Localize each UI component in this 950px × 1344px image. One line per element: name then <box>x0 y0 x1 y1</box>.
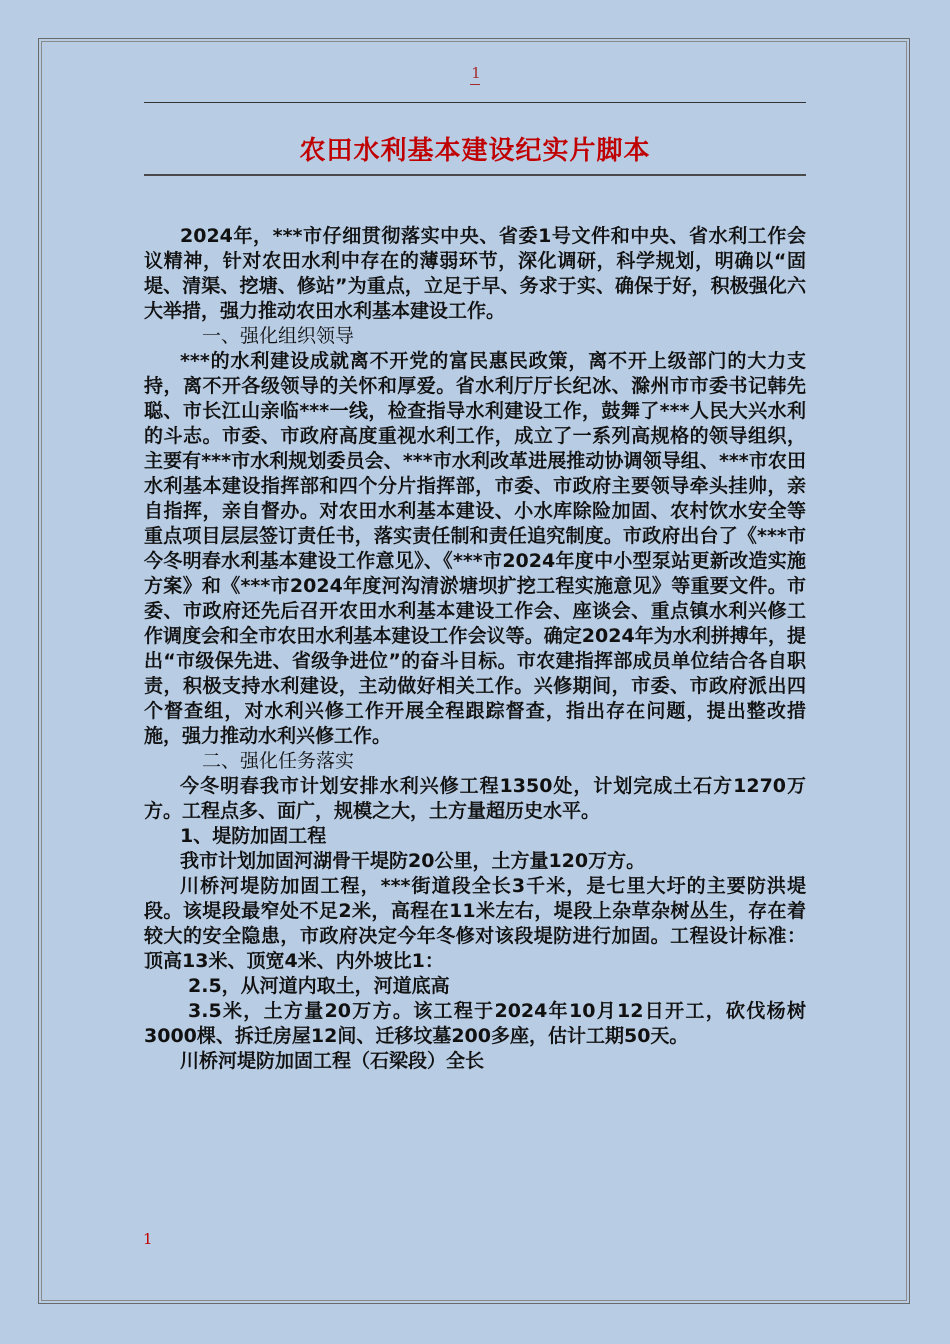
subheading-levee: 1、堤防加固工程 <box>180 825 327 847</box>
paragraph-levee-plan: 我市计划加固河湖骨干堤防20公里，土方量120万方。 <box>180 850 646 872</box>
section-heading-1: 一、强化组织领导 <box>202 325 355 347</box>
header-rule <box>144 102 806 103</box>
title-rule <box>144 174 806 176</box>
footer-page-number: 1 <box>143 1230 153 1248</box>
document-title: 农田水利基本建设纪实片脚本 <box>299 136 651 166</box>
header-page-number: 1 <box>471 64 481 82</box>
section-heading-2: 二、强化任务落实 <box>202 750 355 772</box>
paragraph-leadership: ***的水利建设成就离不开党的富民惠民政策，离不开上级部门的大力支持，离不开各级领导的关怀和厚爱。省水利厅厅长纪冰、滁州市市委书记韩先聪、市长江山亲临***一线，检查指导水利建设工作，鼓舞了***人民大兴水利的斗志。市委、市政府高度重视水利工作，成立了一系列高规格的领导组织，主要有***市水利规划委员会、***市水利改革进展推动协调领导组、***市农田水利基本建设指挥部和四个分片指挥部，市委、市政府主要领导牵头挂帅，亲自指挥，亲自督办。对农田水利基本建设、小水库除险加固、农村饮水安全等重点项目层层签订责任书，落实责任制和责任追究制度。市政府出台了《***市今冬明春水利基本建设工作意见》、《***市2024年度中小型泵站更新改造实施方案》和《***市2024年度河沟清淤塘坝扩挖工程实施意见》等重要文件。市委、市政府还先后召开农田水利基本建设工作会、座谈会、重点镇水利兴修工作调度会和全市农田水利基本建设工作会议等。确定2024年为水利拼搏年，提出“市级保先进、省级争进位”的奋斗目标。市农建指挥部成员单位结合各自职责，积极支持水利建设，主动做好相关工作。兴修期间，市委、市政府派出四个督查组，对水利兴修工作开展全程跟踪督查，指出存在问题，提出整改措施，强力推动水利兴修工作。 <box>144 350 806 747</box>
paragraph-chuanqiao: 川桥河堤防加固工程，***街道段全长3千米，是七里大圩的主要防洪堤段。该堤段最窄处不足2米，高程在11米左右，堤段上杂草杂树丛生，存在着较大的安全隐患，市政府决定今年冬修对该段堤防进行加固。工程设计标准：顶高13米、顶宽4米、内外坡比1： <box>144 875 806 972</box>
paragraph-construction: 3.5米，土方量20万方。该工程于2024年10月12日开工，砍伐杨树3000棵、拆迁房屋12间、迁移坟墓200多座，估计工期50天。 <box>144 1000 806 1047</box>
paragraph-tasks: 今冬明春我市计划安排水利兴修工程1350处，计划完成土石方1270万方。工程点多、面广，规模之大，土方量超历史水平。 <box>144 775 806 822</box>
paragraph-intro: 2024年，***市仔细贯彻落实中央、省委1号文件和中央、省水利工作会议精神，针对农田水利中存在的薄弱环节，深化调研，科学规划，明确以“固堤、清渠、挖塘、修站”为重点，立足于早、务求于实、确保于好，积极强化六大举措，强力推动农田水利基本建设工作。 <box>144 225 806 322</box>
header-page-number-underline <box>470 84 480 85</box>
paragraph-shiliang: 川桥河堤防加固工程（石梁段）全长 <box>180 1050 485 1072</box>
paragraph-slope: 2.5，从河道内取土，河道底高 <box>188 975 450 997</box>
document-body <box>144 224 806 1074</box>
